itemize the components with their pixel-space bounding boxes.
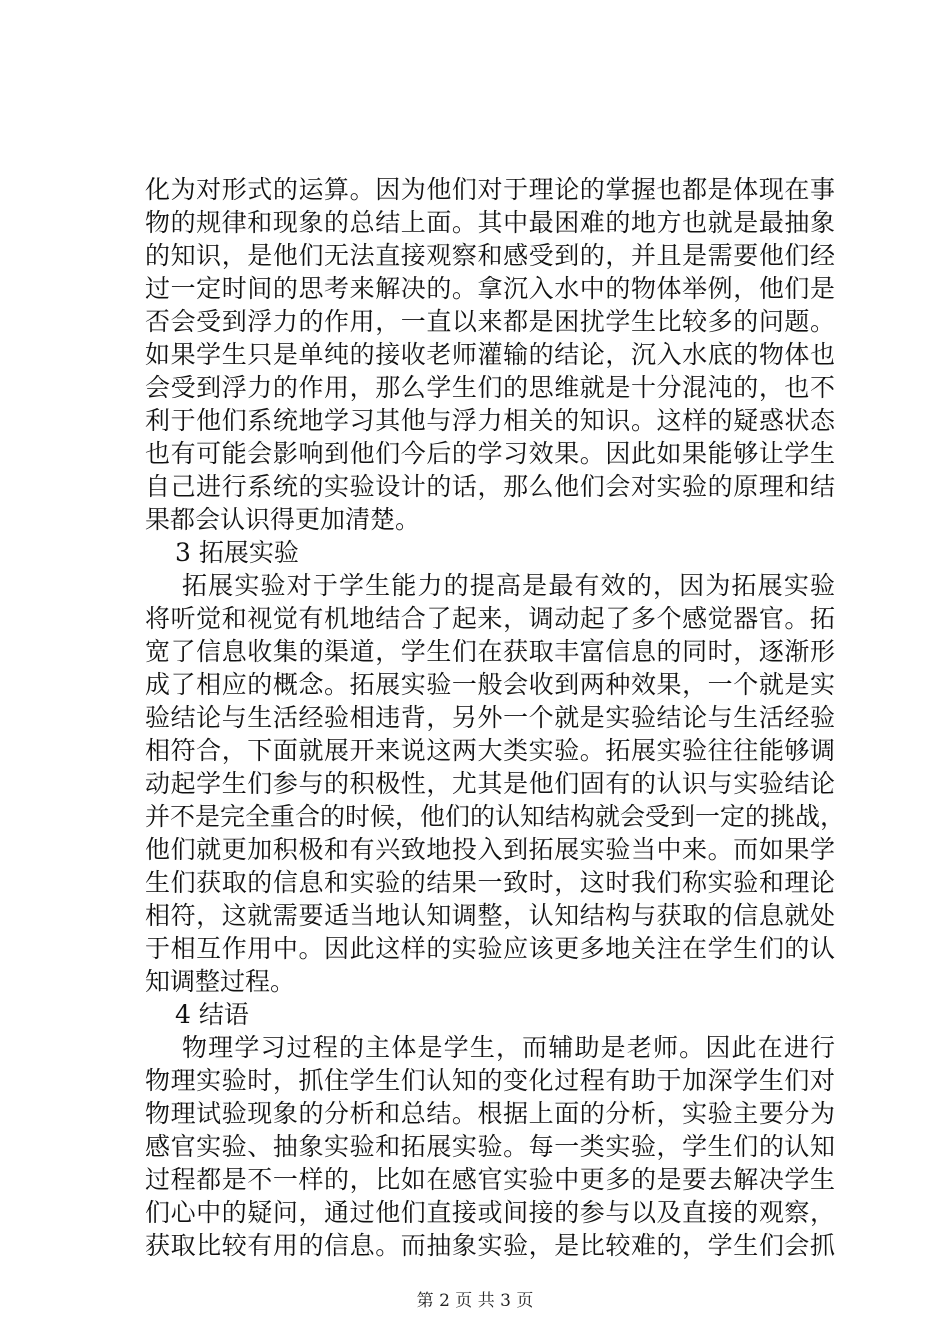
paragraph-line: 相符，这就需要适当地认知调整，认知结构与获取的信息就处 xyxy=(145,901,835,930)
paragraph-line: 将听觉和视觉有机地结合了起来，调动起了多个感觉器官。拓 xyxy=(145,604,835,633)
paragraph-line: 拓展实验对于学生能力的提高是最有效的，因为拓展实验 xyxy=(182,571,835,600)
paragraph-line: 过程都是不一样的，比如在感官实验中更多的是要去解决学生 xyxy=(145,1165,835,1194)
paragraph-line: 感官实验、抽象实验和拓展实验。每一类实验，学生们的认知 xyxy=(145,1132,835,1161)
paragraph-line: 相符合，下面就展开来说这两大类实验。拓展实验往往能够调 xyxy=(145,736,835,765)
paragraph-line: 利于他们系统地学习其他与浮力相关的知识。这样的疑惑状态 xyxy=(145,406,835,435)
paragraph-line: 否会受到浮力的作用，一直以来都是困扰学生比较多的问题。 xyxy=(145,307,835,336)
paragraph-line: 验结论与生活经验相违背，另外一个就是实验结论与生活经验 xyxy=(145,703,835,732)
paragraph-line: 获取比较有用的信息。而抽象实验，是比较难的，学生们会抓 xyxy=(145,1231,835,1260)
paragraph-line: 物理实验时，抓住学生们认知的变化过程有助于加深学生们对 xyxy=(145,1066,835,1095)
paragraph-line: 并不是完全重合的时候，他们的认知结构就会受到一定的挑战， xyxy=(145,802,846,831)
paragraph-line: 动起学生们参与的积极性，尤其是他们固有的认识与实验结论 xyxy=(145,769,835,798)
paragraph-line: 自己进行系统的实验设计的话，那么他们会对实验的原理和结 xyxy=(145,472,835,501)
paragraph-line: 他们就更加积极和有兴致地投入到拓展实验当中来。而如果学 xyxy=(145,835,835,864)
paragraph-line: 的知识，是他们无法直接观察和感受到的，并且是需要他们经 xyxy=(145,241,835,270)
paragraph-line: 知调整过程。 xyxy=(145,967,296,996)
paragraph-line: 物理试验现象的分析和总结。根据上面的分析，实验主要分为 xyxy=(145,1099,835,1128)
paragraph-line: 会受到浮力的作用，那么学生们的思维就是十分混沌的，也不 xyxy=(145,373,835,402)
paragraph-line: 物理学习过程的主体是学生，而辅助是老师。因此在进行 xyxy=(182,1033,835,1062)
paragraph-line: 过一定时间的思考来解决的。拿沉入水中的物体举例，他们是 xyxy=(145,274,835,303)
paragraph-line: 也有可能会影响到他们今后的学习效果。因此如果能够让学生 xyxy=(145,439,835,468)
paragraph-line: 们心中的疑问，通过他们直接或间接的参与以及直接的观察， xyxy=(145,1198,835,1227)
page-indicator: 第 2 页 共 3 页 xyxy=(416,1291,534,1311)
paragraph-line: 果都会认识得更加清楚。 xyxy=(145,505,421,534)
paragraph-line: 成了相应的概念。拓展实验一般会收到两种效果，一个就是实 xyxy=(145,670,835,699)
paragraph-line: 如果学生只是单纯的接收老师灌输的结论，沉入水底的物体也 xyxy=(145,340,835,369)
paragraph-line: 物的规律和现象的总结上面。其中最困难的地方也就是最抽象 xyxy=(145,208,835,237)
paragraph-line: 化为对形式的运算。因为他们对于理论的掌握也都是体现在事 xyxy=(145,175,835,204)
section-heading: 4 结语 xyxy=(175,1000,249,1029)
paragraph-line: 宽了信息收集的渠道，学生们在获取丰富信息的同时，逐渐形 xyxy=(145,637,835,666)
section-heading: 3 拓展实验 xyxy=(175,538,299,567)
paragraph-line: 生们获取的信息和实验的结果一致时，这时我们称实验和理论 xyxy=(145,868,835,897)
paragraph-line: 于相互作用中。因此这样的实验应该更多地关注在学生们的认 xyxy=(145,934,835,963)
